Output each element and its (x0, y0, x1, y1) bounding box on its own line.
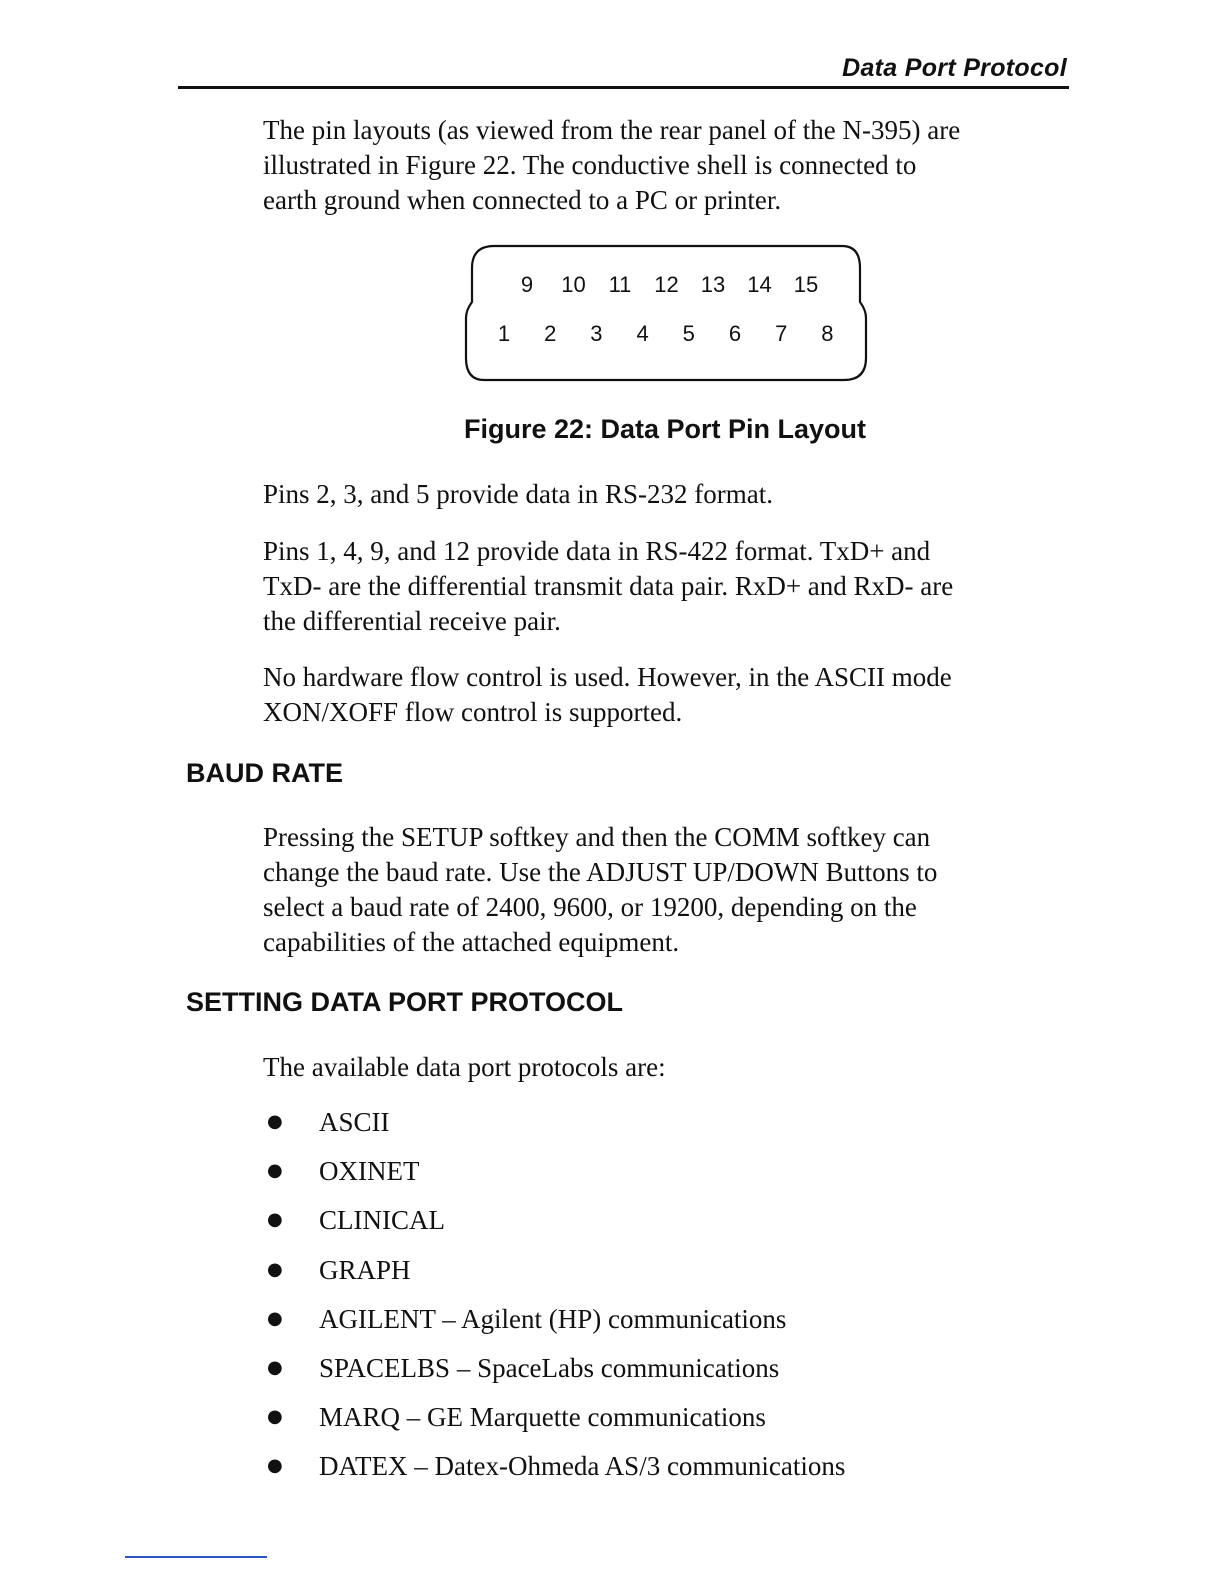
text-line: Pins 1, 4, 9, and 12 provide data in RS-422 format. TxD+ and (263, 536, 931, 566)
protocol-intro (263, 1050, 1063, 1085)
list-item-text: GRAPH (319, 1254, 411, 1285)
page-header-title: Data Port Protocol (842, 54, 1067, 82)
pin-label: 15 (793, 272, 819, 297)
list-item-text: AGILENT – Agilent (HP) communications (319, 1303, 787, 1334)
pin-label: 12 (654, 272, 679, 297)
list-item-text: OXINET (319, 1156, 420, 1187)
footer-rule (125, 1556, 267, 1558)
list-item-text: ASCII (319, 1107, 390, 1137)
text-line: the differential receive pair. (263, 606, 561, 636)
pin-label: 7 (775, 321, 788, 346)
bullet-icon: ● (267, 1307, 283, 1329)
list-item (263, 1348, 845, 1397)
text-line: earth ground when connected to a PC or printer. (263, 185, 782, 215)
bullet-icon: ● (267, 1111, 283, 1132)
pin-label: 4 (636, 321, 649, 346)
list-item-text: MARQ – GE Marquette communications (319, 1402, 766, 1433)
text-line: illustrated in Figure 22. The conductive shell is connected to (263, 150, 917, 180)
text-line: TxD- are the differential transmit data pair. RxD+ and RxD- are (263, 571, 954, 601)
pin-label: 10 (561, 272, 586, 297)
text-line: Pressing the SETUP softkey and then the COMM softkey can (263, 822, 931, 852)
baud-rate-heading: BAUD RATE (186, 758, 343, 788)
list-item (263, 1102, 845, 1151)
pin-label: 3 (590, 321, 603, 346)
pin-label: 5 (682, 321, 695, 346)
list-item-text: SPACELBS – SpaceLabs communications (319, 1352, 780, 1383)
list-item (263, 1250, 845, 1299)
pin-label: 6 (728, 321, 742, 346)
baud-rate-paragraph (263, 820, 1063, 960)
pin-label: 13 (700, 272, 726, 297)
text-line: select a baud rate of 2400, 9600, or 19200, depending on the (263, 892, 917, 922)
pin-label: 2 (544, 321, 557, 346)
bullet-icon: ● (267, 1356, 283, 1378)
top-pin-row (521, 272, 818, 297)
list-item (263, 1200, 845, 1249)
list-item (263, 1397, 845, 1446)
pin-label: 14 (747, 272, 772, 297)
pin-label: 11 (608, 272, 632, 297)
connector-diagram (462, 240, 872, 390)
bottom-pin-row (498, 321, 834, 346)
list-item-text: DATEX – Datex-Ohmeda AS/3 communications (319, 1451, 846, 1482)
figure-caption: Figure 22: Data Port Pin Layout (463, 414, 867, 444)
rs422-paragraph (263, 534, 1063, 639)
bullet-icon: ● (267, 1160, 283, 1182)
bullet-icon: ● (267, 1209, 283, 1231)
text-line: XON/XOFF flow control is supported. (263, 697, 683, 727)
bullet-icon: ● (267, 1258, 283, 1280)
text-line: change the baud rate. Use the ADJUST UP/DOWN Buttons to (263, 857, 938, 887)
list-item (263, 1299, 845, 1348)
text-line: The available data port protocols are: (263, 1052, 666, 1082)
pin-label: 1 (497, 321, 511, 346)
text-line: Pins 2, 3, and 5 provide data in RS-232 format. (263, 479, 773, 509)
pin-label: 9 (520, 272, 534, 297)
protocol-list (263, 1102, 845, 1496)
protocol-heading: SETTING DATA PORT PROTOCOL (186, 987, 623, 1017)
text-line: capabilities of the attached equipment. (263, 927, 680, 957)
list-item-text: CLINICAL (319, 1205, 445, 1236)
bullet-icon: ● (267, 1455, 283, 1477)
rs232-paragraph (263, 477, 1063, 512)
pin-layout-figure (462, 240, 872, 390)
intro-paragraph (263, 113, 1063, 218)
list-item (263, 1151, 845, 1200)
connector-shell-outline (466, 246, 866, 380)
bullet-icon: ● (267, 1406, 283, 1428)
flow-control-paragraph (263, 660, 1063, 730)
list-item (263, 1446, 845, 1495)
page-header (178, 50, 1069, 89)
pin-label: 8 (821, 321, 834, 346)
text-line: The pin layouts (as viewed from the rear panel of the N-395) are (263, 115, 961, 145)
text-line: No hardware flow control is used. However, in the ASCII mode (263, 662, 952, 692)
